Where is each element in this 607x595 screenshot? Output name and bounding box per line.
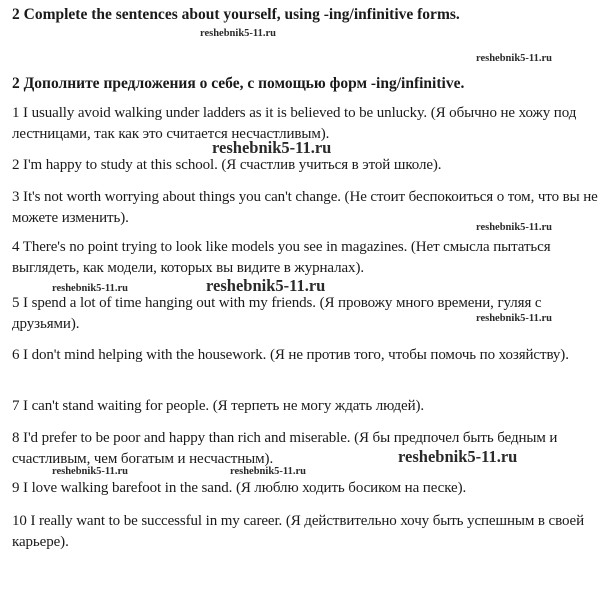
watermark: reshebnik5-11.ru xyxy=(206,276,326,295)
sentence-item-6: 6 I don't mind helping with the housework. (Я не против того, чтобы помочь по хозяйству). xyxy=(12,347,569,363)
sentence-item-3: 3 It's not worth worrying about things you can't change. (Не стоит беспокоиться о том, что вы не можете изменить). xyxy=(12,189,598,226)
sentence-item-4: 4 There's no point trying to look like models you see in magazines. (Нет смысла пытаться выглядеть, как модели, которых вы видите в журналах). xyxy=(12,239,551,276)
exercise-heading-russian: 2 Дополните предложения о себе, с помощью форм -ing/infinitive. xyxy=(12,75,465,92)
watermark: reshebnik5-11.ru xyxy=(476,313,552,324)
sentence-item-9: 9 I love walking barefoot in the sand. (Я люблю ходить босиком на песке). xyxy=(12,480,467,496)
watermark: reshebnik5-11.ru xyxy=(200,28,276,39)
watermark: reshebnik5-11.ru xyxy=(476,53,552,64)
sentence-item-10: 10 I really want to be successful in my career. (Я действительно хочу быть успешным в своей карьере). xyxy=(12,513,585,550)
sentence-item-8: 8 I'd prefer to be poor and happy than rich and miserable. (Я бы предпочел быть бедным и счастливым, чем богатым и несчастным). xyxy=(12,430,558,467)
sentence-item-1: 1 I usually avoid walking under ladders as it is believed to be unlucky. (Я обычно не хожу под лестницами, так как это считается несчастливым). xyxy=(12,105,577,142)
exercise-heading-english: 2 Complete the sentences about yourself, using -ing/infinitive forms. xyxy=(12,6,460,23)
sentence-item-7: 7 I can't stand waiting for people. (Я терпеть не могу ждать людей). xyxy=(12,398,425,414)
sentence-item-2: 2 I'm happy to study at this school. (Я счастлив учиться в этой школе). xyxy=(12,157,442,173)
watermark: reshebnik5-11.ru xyxy=(230,466,306,477)
watermark: reshebnik5-11.ru xyxy=(52,466,128,477)
watermark: reshebnik5-11.ru xyxy=(212,138,332,157)
watermark: reshebnik5-11.ru xyxy=(476,222,552,233)
sentence-item-5: 5 I spend a lot of time hanging out with my friends. (Я провожу много времени, гуляя с друзьями). xyxy=(12,295,542,332)
watermark: reshebnik5-11.ru xyxy=(398,447,518,466)
watermark: reshebnik5-11.ru xyxy=(52,283,128,294)
